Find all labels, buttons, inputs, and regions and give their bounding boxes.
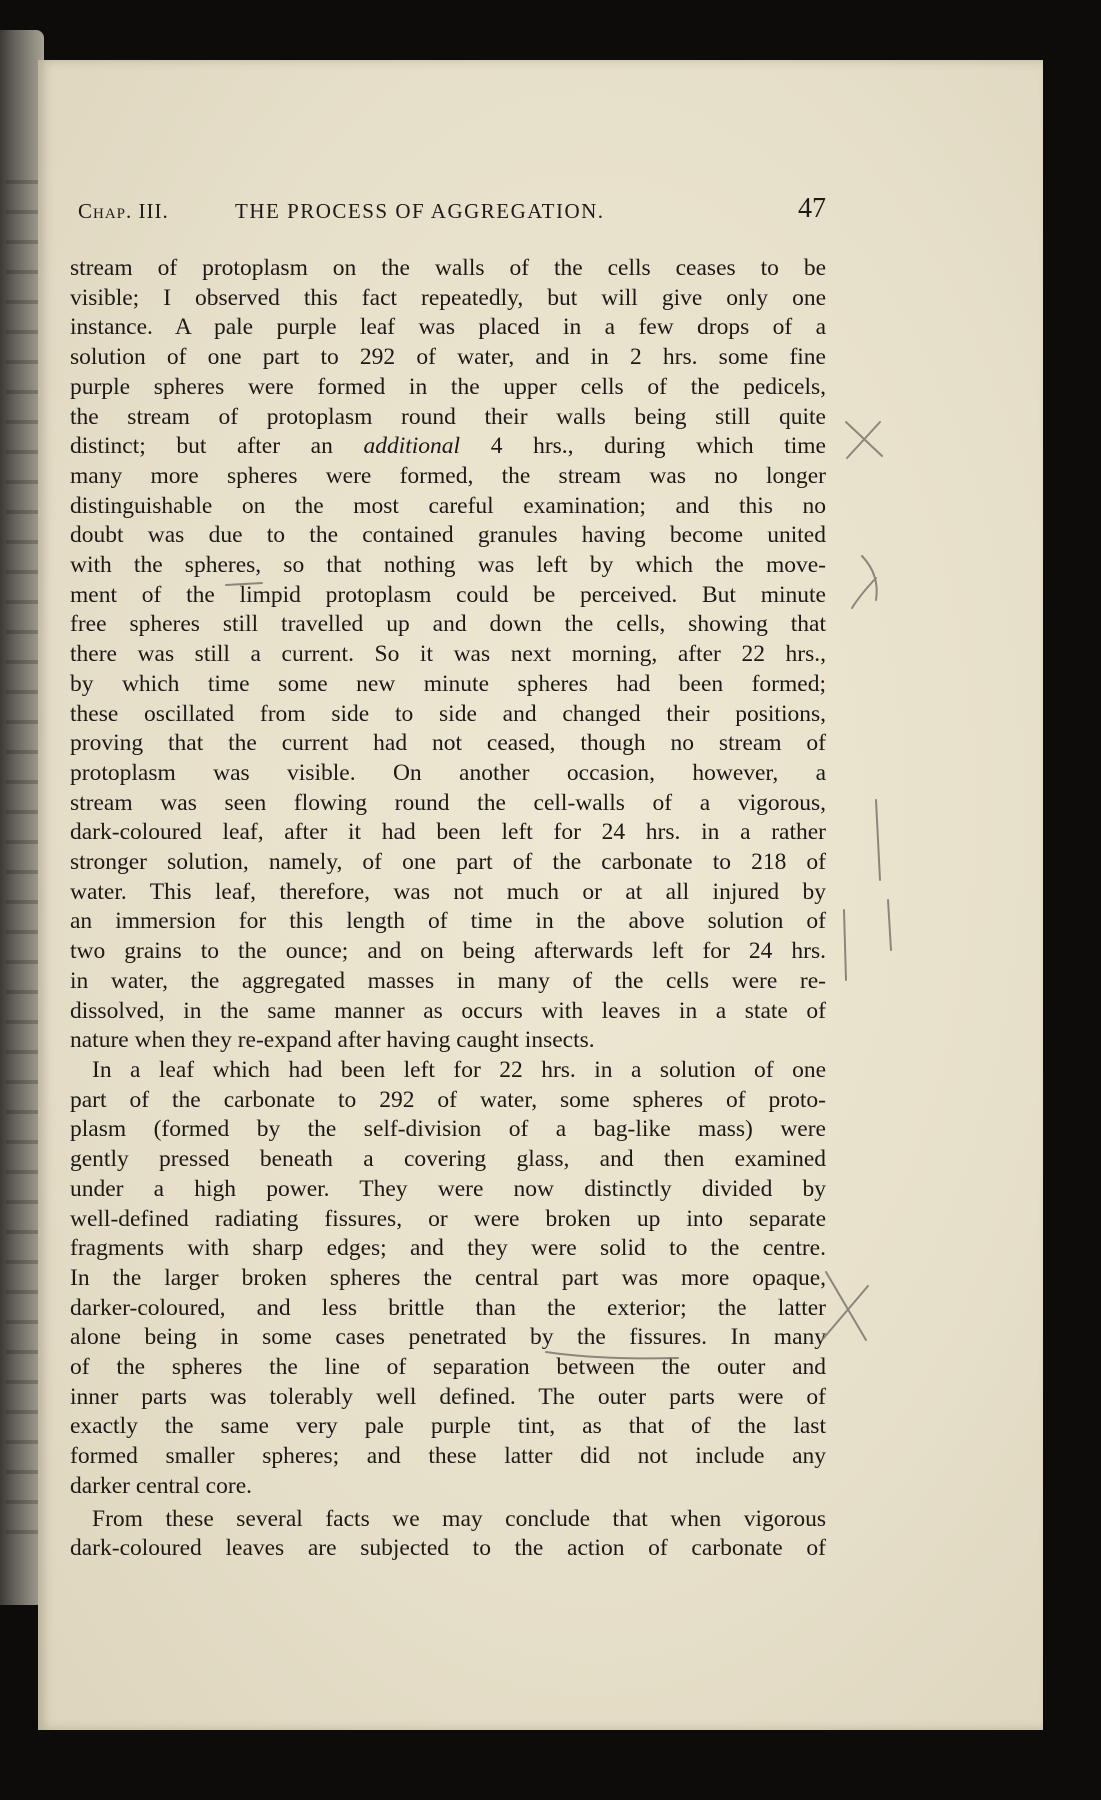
text-line: formed smaller spheres; and these latter did not include any (70, 1443, 826, 1470)
text-line: free spheres still travelled up and down the cells, showing that (70, 611, 826, 638)
adjacent-page-text-shadow (6, 180, 40, 1540)
running-title: THE PROCESS OF AGGREGATION. (235, 199, 605, 223)
text-line: stream was seen flowing round the cell-walls of a vigorous, (70, 789, 826, 816)
running-header (78, 193, 826, 227)
text-line: dark-coloured leaf, after it had been left for 24 hrs. in a rather (70, 819, 826, 846)
page-body (70, 254, 826, 1564)
text-span: 4 hrs., during which time (460, 433, 826, 460)
text-line: an immersion for this length of time in the above solution of (70, 908, 826, 935)
text-line: From these several facts we may conclude that when vigorous (92, 1505, 826, 1532)
text-line: distinguishable on the most careful examination; and this no (70, 492, 826, 519)
text-line: dark-coloured leaves are subjected to the action of carbonate of (70, 1535, 826, 1562)
text-line: darker central core. (70, 1472, 252, 1499)
text-line: In the larger broken spheres the central part was more opaque, (70, 1264, 826, 1291)
text-line: there was still a current. So it was next morning, after 22 hrs., (70, 641, 826, 668)
text-line: plasm (formed by the self-division of a bag-like mass) were (70, 1116, 826, 1143)
italic-word: additional (363, 433, 461, 460)
text-line: doubt was due to the contained granules having become united (70, 522, 826, 549)
text-line: gently pressed beneath a covering glass, and then examined (70, 1146, 826, 1173)
text-line: these oscillated from side to side and changed their positions, (70, 700, 826, 727)
text-line: with the spheres, so that nothing was left by which the move- (70, 552, 826, 579)
text-line: well-defined radiating fissures, or were broken up into separate (70, 1205, 826, 1232)
text-line: two grains to the ounce; and on being afterwards left for 24 hrs. (70, 938, 826, 965)
text-line: visible; I observed this fact repeatedly, but will give only one (70, 284, 826, 311)
text-line: solution of one part to 292 of water, and in 2 hrs. some fine (70, 344, 826, 371)
text-line: stronger solution, namely, of one part of the carbonate to 218 of (70, 849, 826, 876)
text-line: fragments with sharp edges; and they were solid to the centre. (70, 1235, 826, 1262)
text-line: In a leaf which had been left for 22 hrs. in a solution of one (92, 1056, 826, 1083)
text-line: instance. A pale purple leaf was placed in a few drops of a (70, 314, 826, 341)
text-line: in water, the aggregated masses in many of the cells were re- (70, 967, 826, 994)
text-line: many more spheres were formed, the stream was no longer (70, 462, 826, 489)
page-number: 47 (798, 193, 826, 224)
text-line: dissolved, in the same manner as occurs with leaves in a state of (70, 997, 826, 1024)
text-span: distinct; but after an (70, 433, 364, 460)
text-line: proving that the current had not ceased, though no stream of (70, 730, 826, 757)
text-line: purple spheres were formed in the upper cells of the pedicels, (70, 373, 826, 400)
text-line: of the spheres the line of separation between the outer and (70, 1354, 826, 1381)
text-line: part of the carbonate to 292 of water, some spheres of proto- (70, 1086, 826, 1113)
text-line: exactly the same very pale purple tint, as that of the last (70, 1413, 826, 1440)
text-line: inner parts was tolerably well defined. The outer parts were of (70, 1383, 826, 1410)
text-line: ment of the limpid protoplasm could be perceived. But minute (70, 581, 826, 608)
text-line: by which time some new minute spheres had been formed; (70, 670, 826, 697)
text-line: protoplasm was visible. On another occasion, however, a (70, 759, 826, 786)
text-line: darker-coloured, and less brittle than the exterior; the latter (70, 1294, 826, 1321)
chapter-label: Chap. III. (78, 199, 169, 223)
text-line: water. This leaf, therefore, was not much or at all injured by (70, 878, 826, 905)
text-line: the stream of protoplasm round their walls being still quite (70, 403, 826, 430)
text-line: under a high power. They were now distinctly divided by (70, 1175, 826, 1202)
text-line: stream of protoplasm on the walls of the cells ceases to be (70, 255, 826, 281)
text-line: nature when they re-expand after having caught insects. (70, 1027, 595, 1054)
text-line (70, 432, 826, 462)
text-line: alone being in some cases penetrated by the fissures. In many (70, 1324, 826, 1351)
